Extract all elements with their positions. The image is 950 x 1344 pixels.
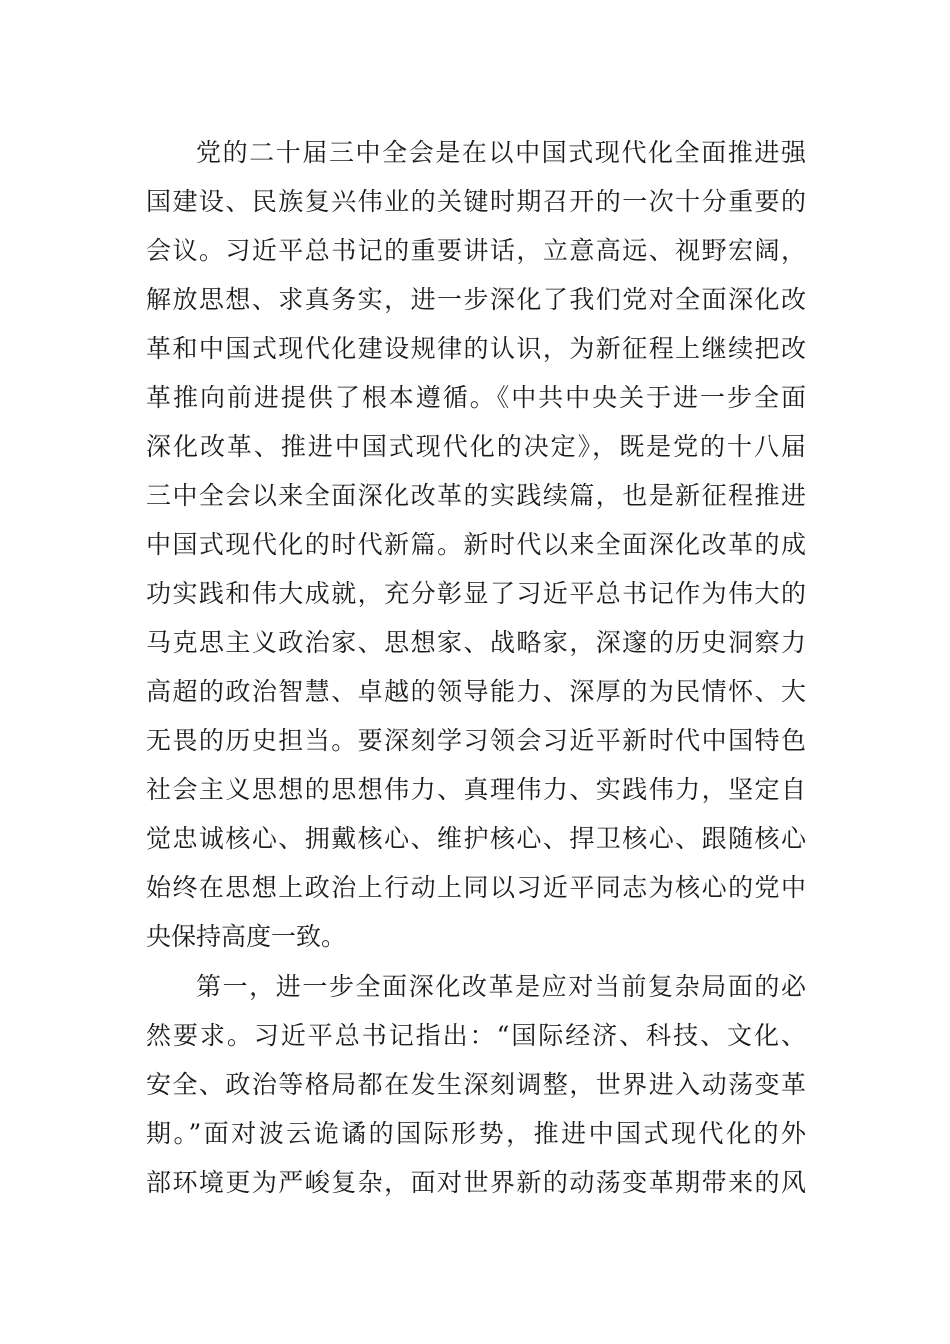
paragraph-line: 三中全会以来全面深化改革的实践续篇，也是新征程推进 xyxy=(146,481,806,510)
paragraph-line: 功实践和伟大成就，充分彰显了习近平总书记作为伟大的 xyxy=(146,579,806,608)
paragraph-line: 始终在思想上政治上行动上同以习近平同志为核心的党中 xyxy=(146,873,806,902)
paragraph-line: 期。”面对波云诡谲的国际形势，推进中国式现代化的外 xyxy=(146,1119,806,1148)
paragraph-line: 革和中国式现代化建设规律的认识，为新征程上继续把改 xyxy=(146,334,806,363)
paragraph-line: 深化改革、推进中国式现代化的决定》，既是党的十八届 xyxy=(146,432,806,461)
paragraph-line: 国建设、民族复兴伟业的关键时期召开的一次十分重要的 xyxy=(146,187,806,216)
paragraph-2 xyxy=(146,962,806,1207)
paragraph-line: 安全、政治等格局都在发生深刻调整，世界进入动荡变革 xyxy=(146,1070,806,1099)
paragraph-line: 革推向前进提供了根本遵循。《中共中央关于进一步全面 xyxy=(146,383,806,412)
paragraph-line: 无畏的历史担当。要深刻学习领会习近平新时代中国特色 xyxy=(146,726,806,755)
paragraph-line: 社会主义思想的思想伟力、真理伟力、实践伟力，坚定自 xyxy=(146,775,806,804)
paragraph-line: 部环境更为严峻复杂，面对世界新的动荡变革期带来的风 xyxy=(146,1168,806,1197)
paragraph-line: 第一，进一步全面深化改革是应对当前复杂局面的必 xyxy=(196,972,806,1001)
paragraph-line: 高超的政治智慧、卓越的领导能力、深厚的为民情怀、大 xyxy=(146,677,806,706)
paragraph-line: 解放思想、求真务实，进一步深化了我们党对全面深化改 xyxy=(146,285,806,314)
paragraph-line: 央保持高度一致。 xyxy=(146,922,347,951)
paragraph-line: 会议。习近平总书记的重要讲话，立意高远、视野宏阔， xyxy=(146,236,806,265)
paragraph-line: 中国式现代化的时代新篇。新时代以来全面深化改革的成 xyxy=(146,530,806,559)
paragraph-line: 马克思主义政治家、思想家、战略家，深邃的历史洞察力 xyxy=(146,628,806,657)
paragraph-line: 然要求。习近平总书记指出：“国际经济、科技、文化、 xyxy=(146,1021,806,1050)
paragraph-1 xyxy=(146,128,806,961)
paragraph-line: 觉忠诚核心、拥戴核心、维护核心、捍卫核心、跟随核心 xyxy=(146,824,806,853)
paragraph-line: 党的二十届三中全会是在以中国式现代化全面推进强 xyxy=(196,138,806,167)
